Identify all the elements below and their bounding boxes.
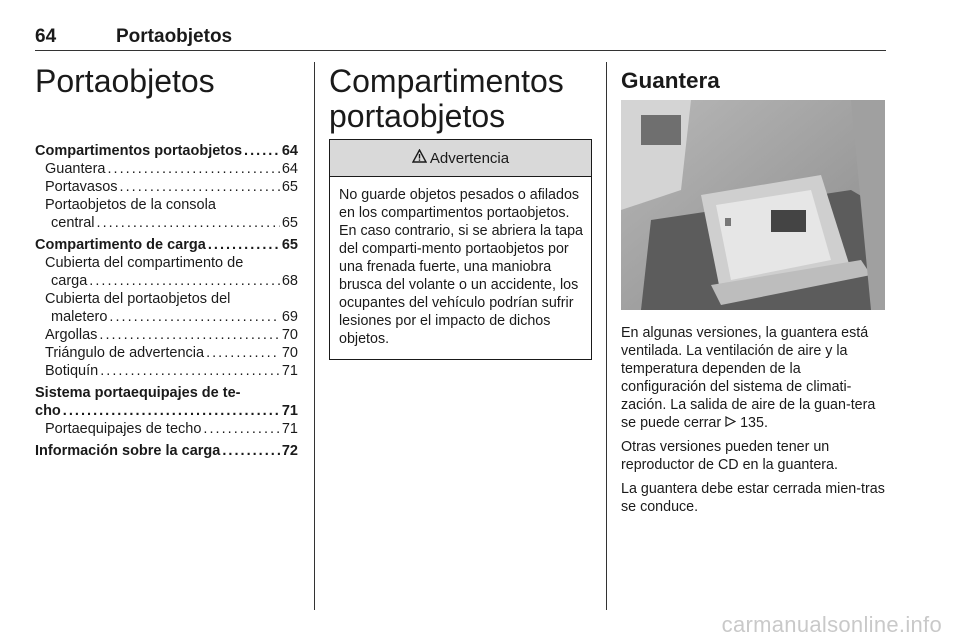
toc-entry[interactable] <box>35 420 298 438</box>
toc-entry[interactable] <box>35 362 298 380</box>
toc-entry[interactable] <box>35 236 298 254</box>
table-of-contents <box>35 142 298 460</box>
page-reference-icon <box>725 415 740 431</box>
toc-entry[interactable] <box>35 160 298 178</box>
toc-entry[interactable] <box>35 344 298 362</box>
toc-page: 72 <box>281 443 298 459</box>
toc-label: Sistema portaequipajes de te- <box>35 385 241 401</box>
toc-entry[interactable] <box>35 254 298 290</box>
right-column <box>621 68 720 94</box>
glovebox-paragraph-1 <box>621 324 886 432</box>
warning-box <box>329 139 592 360</box>
toc-label: Argollas <box>45 327 98 343</box>
glovebox-title: Guantera <box>621 68 720 93</box>
toc-page: 65 <box>281 179 298 195</box>
glovebox-photo <box>621 100 885 310</box>
toc-label: Información sobre la carga <box>35 443 221 459</box>
toc-label: Guantera <box>45 161 106 177</box>
toc-label: Cubierta del compartimento de <box>45 255 244 271</box>
toc-page: 64 <box>281 161 298 177</box>
toc-entry[interactable] <box>35 384 298 420</box>
toc-page: 71 <box>281 421 298 437</box>
toc-label: Compartimento de carga <box>35 237 206 253</box>
toc-entry[interactable] <box>35 178 298 196</box>
glovebox-paragraph-2: Otras versiones pueden tener un reproductor de CD en la guantera. <box>621 439 838 473</box>
section-title-line1: Compartimentos <box>329 63 564 99</box>
column-divider-2 <box>606 62 607 610</box>
column-divider-1 <box>314 62 315 610</box>
toc-entry[interactable] <box>35 290 298 326</box>
toc-label: Triángulo de advertencia <box>45 345 205 361</box>
watermark: carmanualsonline.info <box>721 612 942 637</box>
warning-triangle-icon <box>412 149 427 168</box>
header-rule <box>35 50 886 51</box>
toc-entry[interactable] <box>35 326 298 344</box>
page-reference[interactable]: 135. <box>740 415 768 431</box>
toc-label-continued: cho <box>35 403 61 419</box>
toc-page: 65 <box>281 237 298 253</box>
middle-column <box>329 64 564 134</box>
toc-label: Cubierta del portaobjetos del <box>45 291 231 307</box>
toc-label: Portavasos <box>45 179 118 195</box>
toc-label-continued: maletero <box>51 309 108 325</box>
toc-page: 64 <box>281 143 298 159</box>
toc-label-continued: central <box>51 215 95 231</box>
right-text <box>621 324 886 516</box>
toc-label: Portaobjetos de la consola <box>45 197 216 213</box>
warning-body: No guarde objetos pesados o afilados en los compartimentos portaobjetos. En caso contrario, si se abriera la tapa del comparti-mento portaobjetos por una frenada fuerte, una maniobra brusca del volante o un accidente, los ocupantes del vehículo podrían sufrir lesiones por el impacto de dichos objetos. <box>339 187 583 347</box>
left-column <box>35 64 215 99</box>
running-header-title: Portaobjetos <box>116 26 233 47</box>
warning-header <box>330 140 591 177</box>
toc-entry[interactable] <box>35 142 298 160</box>
toc-label: Portaequipajes de techo <box>45 421 202 437</box>
toc-page: 65 <box>281 215 298 231</box>
toc-entry[interactable] <box>35 196 298 232</box>
toc-page: 71 <box>281 363 298 379</box>
toc-page: 71 <box>281 403 298 419</box>
toc-page: 69 <box>281 309 298 325</box>
page-number: 64 <box>35 26 57 47</box>
glovebox-paragraph-1-text: En algunas versiones, la guantera está ventilada. La ventilación de aire y la temperatura dependen de la configuración del sistema de climati-zación. La salida de aire de la guan-tera se puede cerrar <box>621 325 876 431</box>
toc-label: Compartimentos portaobjetos <box>35 143 243 159</box>
toc-label: Botiquín <box>45 363 99 379</box>
glovebox-paragraph-3: La guantera debe estar cerrada mien-tras se conduce. <box>621 481 885 515</box>
toc-entry[interactable] <box>35 442 298 460</box>
warning-heading: Advertencia <box>429 149 510 167</box>
toc-page: 70 <box>281 327 298 343</box>
toc-page: 68 <box>281 273 298 289</box>
toc-label-continued: carga <box>51 273 88 289</box>
section-title-line2: portaobjetos <box>329 98 506 134</box>
chapter-title: Portaobjetos <box>35 63 215 99</box>
toc-page: 70 <box>281 345 298 361</box>
